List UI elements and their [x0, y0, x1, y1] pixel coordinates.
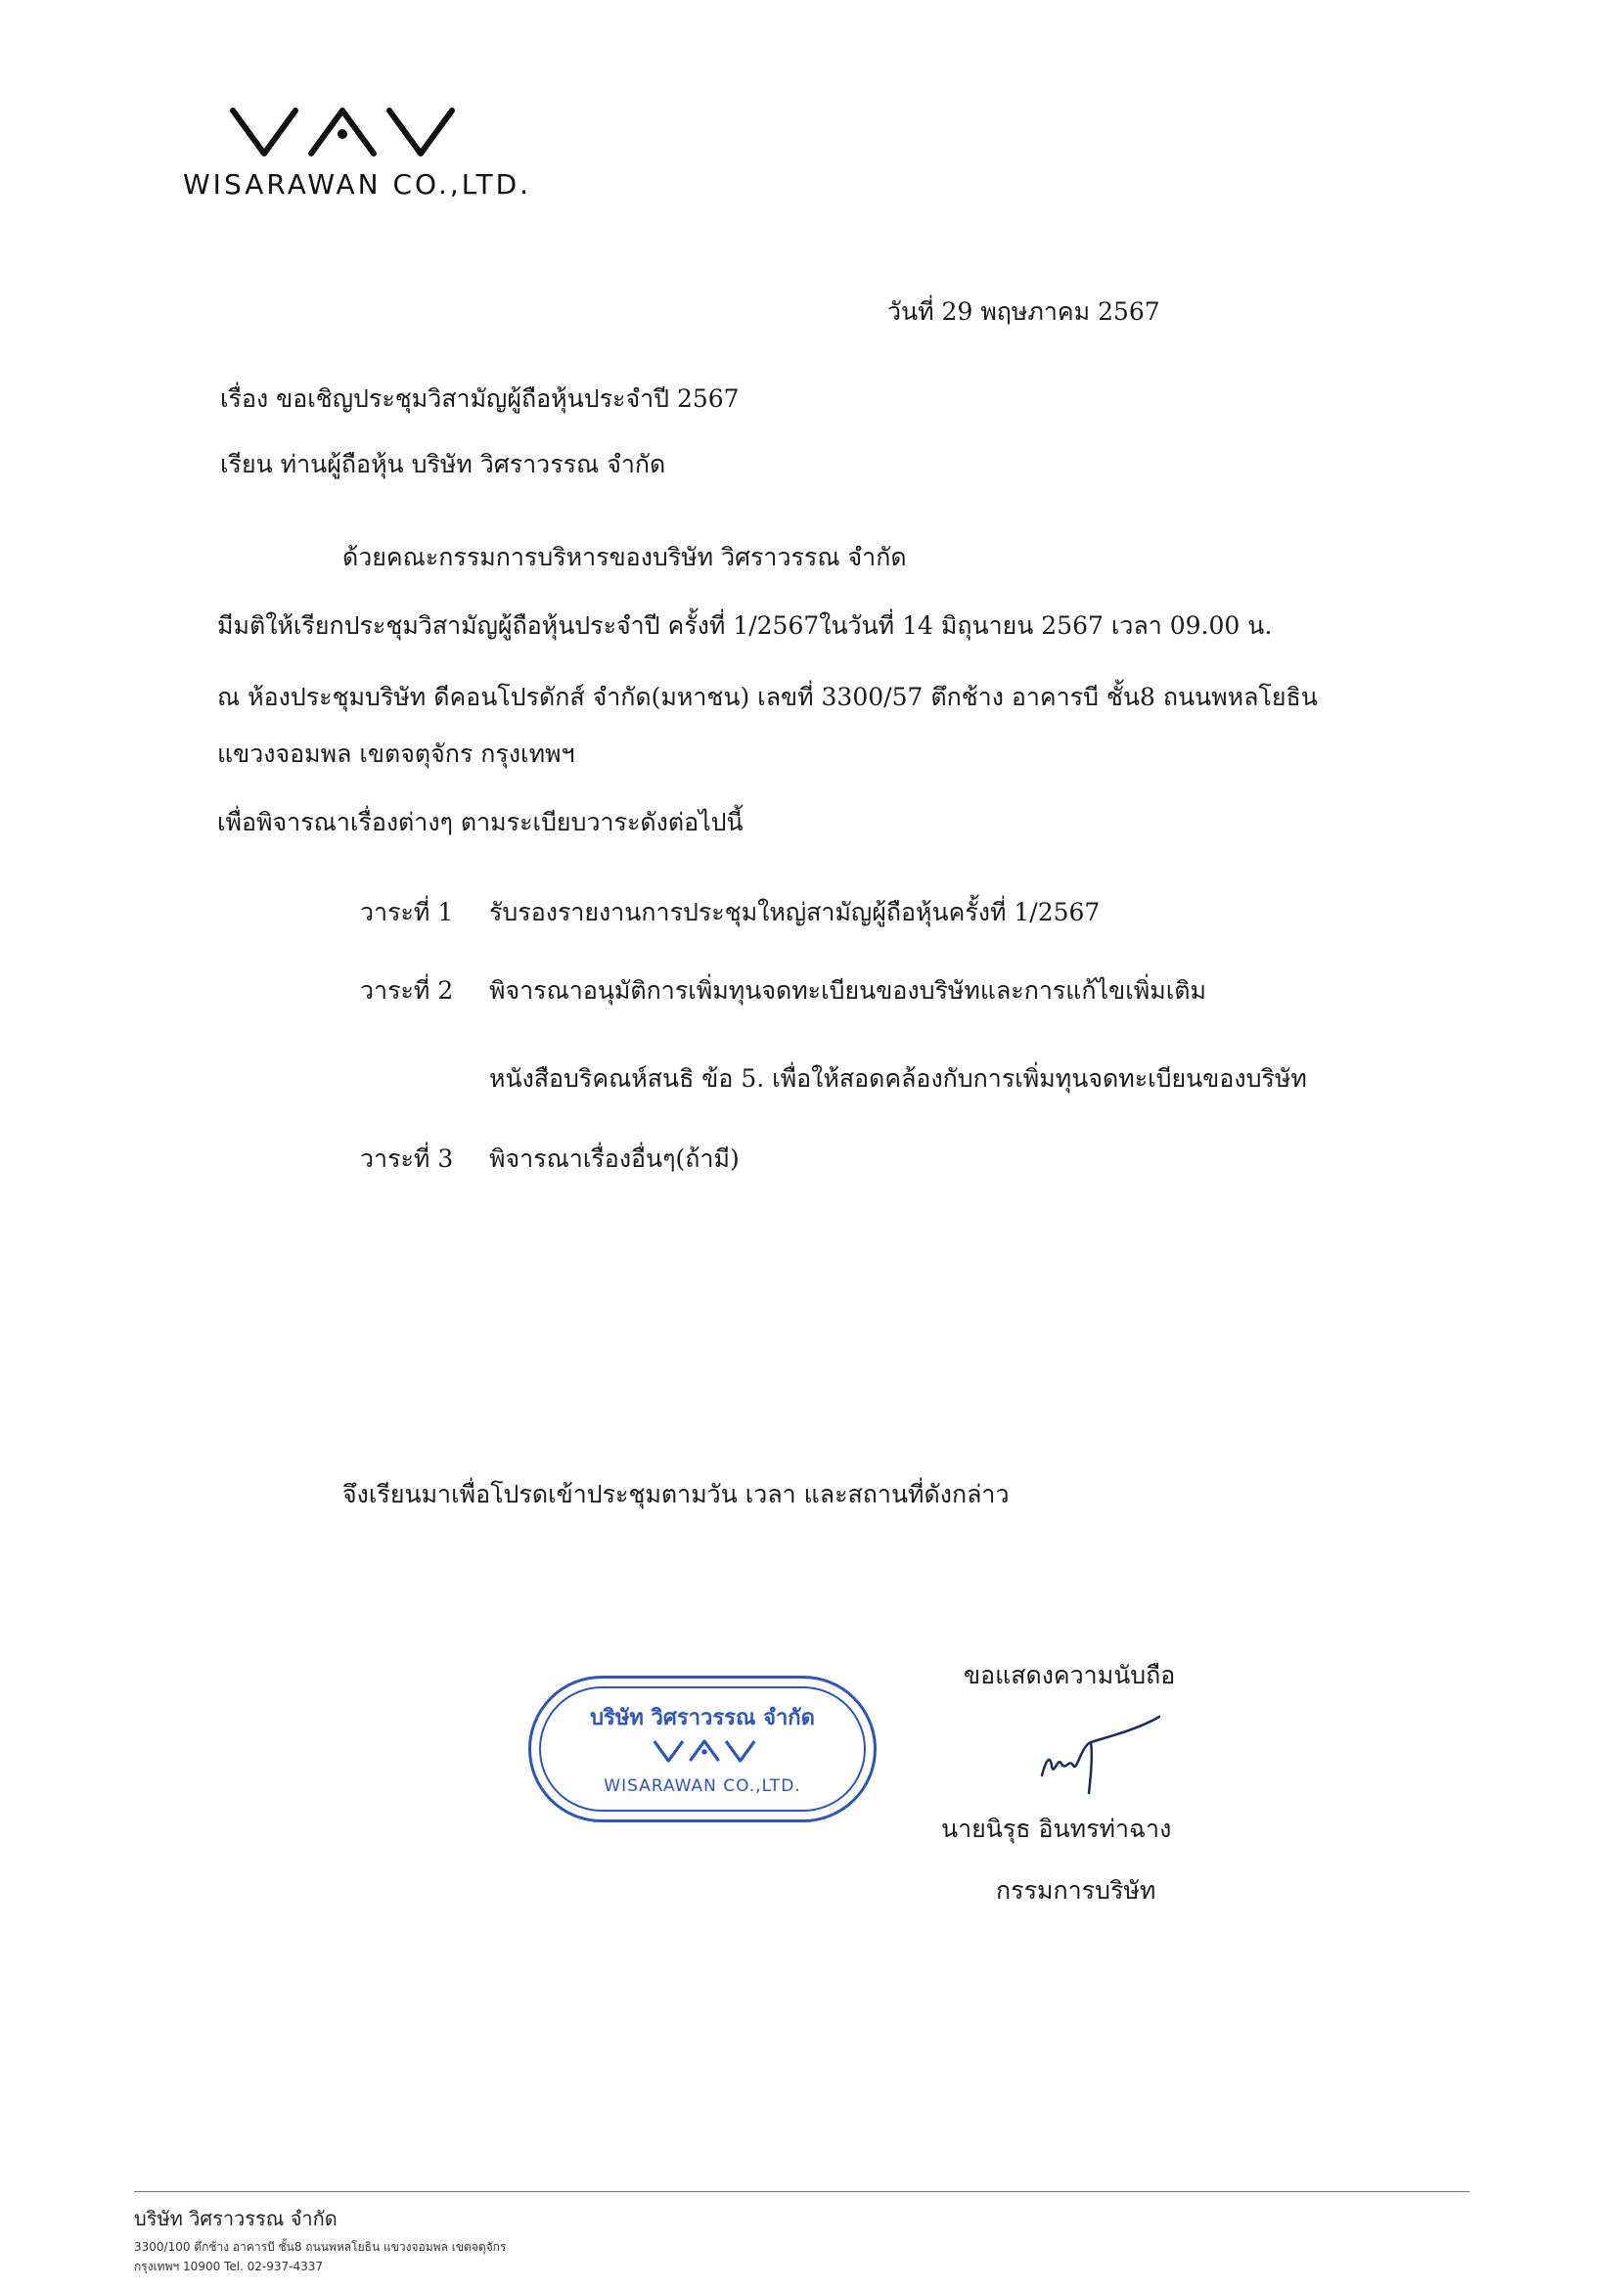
- paragraph-resolution: มีมติให้เรียกประชุมวิสามัญผู้ถือหุ้นประจำปี ครั้งที่ 1/2567ในวันที่ 14 มิถุนายน 2567 เวลา 09.00 น.: [217, 611, 1273, 640]
- agenda-number: วาระที่ 2: [360, 976, 454, 1005]
- closing-line: จึงเรียนมาเพื่อโปรดเข้าประชุมตามวัน เวลา และสถานที่ดังกล่าว: [342, 1480, 1010, 1508]
- agenda-number: วาระที่ 3: [360, 1144, 454, 1173]
- agenda-text: รับรองรายงานการประชุมใหญ่สามัญผู้ถือหุ้นครั้งที่ 1/2567: [489, 898, 1101, 926]
- company-name-en: WISARAWAN CO.,LTD.: [183, 168, 532, 201]
- agenda-text: พิจารณาเรื่องอื่นๆ(ถ้ามี): [489, 1144, 740, 1173]
- paragraph-venue-cont: แขวงจอมพล เขตจตุจักร กรุงเทพฯ: [217, 740, 575, 768]
- stamp-logo-icon: [651, 1735, 758, 1767]
- agenda-text-cont: หนังสือบริคณห์สนธิ ข้อ 5. เพื่อให้สอดคล้องกับการเพิ่มทุนจดทะเบียนของบริษัท: [489, 1064, 1307, 1093]
- footer-city-phone: กรุงเทพฯ 10900 Tel. 02-937-4337: [134, 2260, 324, 2273]
- stamp-thai-name: บริษัท วิศราวรรณ จำกัด: [590, 1705, 815, 1730]
- agenda-text: พิจารณาอนุมัติการเพิ่มทุนจดทะเบียนของบริษัทและการแก้ไขเพิ่มเติม: [489, 976, 1206, 1005]
- stamp-english-name: WISARAWAN CO.,LTD.: [604, 1776, 801, 1796]
- footer-divider: [134, 2191, 1469, 2192]
- signer-name: นายนิรุธ อินทรท่าฉาง: [941, 1815, 1172, 1843]
- wxw-logo-icon: [225, 103, 460, 161]
- agenda-number: วาระที่ 1: [360, 898, 454, 926]
- footer-company-name: บริษัท วิศราวรรณ จำกัด: [134, 2207, 338, 2230]
- paragraph-agenda-intro: เพื่อพิจารณาเรื่องต่างๆ ตามระเบียบวาระดังต่อไปนี้: [217, 808, 744, 836]
- regards-line: ขอแสดงความนับถือ: [964, 1661, 1176, 1689]
- handwritten-signature: [1032, 1707, 1179, 1795]
- letter-date: วันที่ 29 พฤษภาคม 2567: [887, 297, 1160, 326]
- company-stamp: [528, 1676, 877, 1822]
- signer-title: กรรมการบริษัท: [996, 1876, 1156, 1905]
- paragraph-venue: ณ ห้องประชุมบริษัท ดีคอนโปรดักส์ จำกัด(มหาชน) เลขที่ 3300/57 ตึกช้าง อาคารบี ชั้น8 ถนนพหลโยธิน: [217, 683, 1318, 711]
- footer-address: 3300/100 ตึกช้าง อาคารบี ชั้น8 ถนนพหลโยธิน แขวงจอมพล เขตจตุจักร: [134, 2240, 507, 2254]
- paragraph-intro: ด้วยคณะกรรมการบริหารของบริษัท วิศราวรรณ จำกัด: [342, 543, 907, 571]
- letter-subject: เรื่อง ขอเชิญประชุมวิสามัญผู้ถือหุ้นประจำปี 2567: [220, 384, 740, 413]
- letter-recipient: เรียน ท่านผู้ถือหุ้น บริษัท วิศราวรรณ จำกัด: [220, 450, 666, 478]
